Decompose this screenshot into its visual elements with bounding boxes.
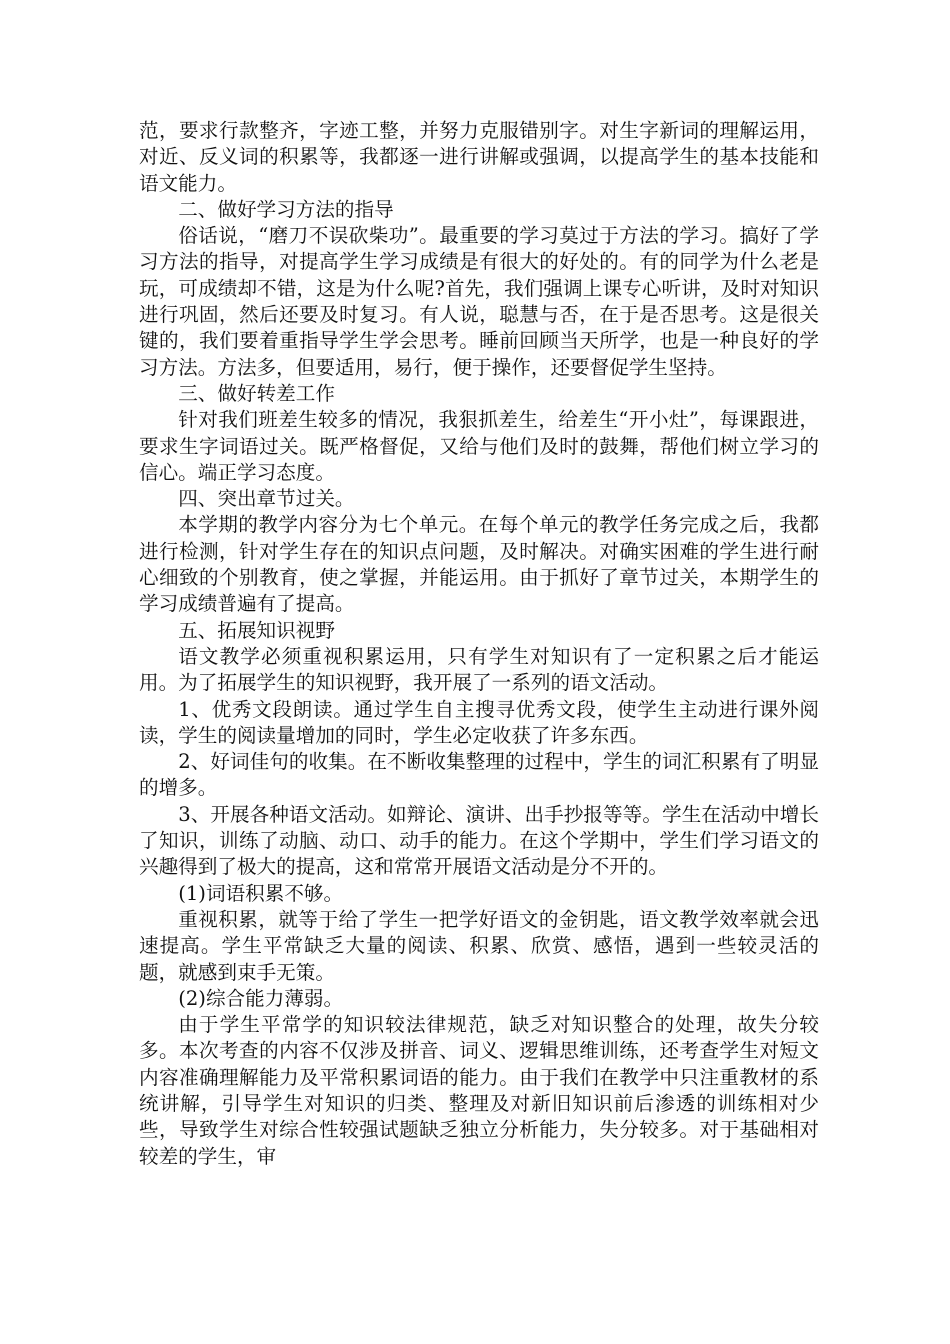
paragraph-intro-continuation: 范，要求行款整齐，字迹工整，并努力克服错别字。对生字新词的理解运用，对近、反义词的积累等，我都逐一进行讲解或强调，以提高学生的基本技能和语文能力。 xyxy=(139,119,819,195)
section-heading-5: 五、拓展知识视野 xyxy=(178,618,335,642)
section-heading-3: 三、做好转差工作 xyxy=(178,381,335,405)
problem-heading-1: (1)词语积累不够。 xyxy=(178,881,344,905)
problem-heading-2: (2)综合能力薄弱。 xyxy=(178,986,344,1010)
paragraph-accumulation: 重视积累，就等于给了学生一把学好语文的金钥匙，语文教学效率就会迅速提高。学生平常缺乏大量的阅读、积累、欣赏、感悟，遇到一些较灵活的题，就感到束手无策。 xyxy=(139,907,819,984)
paragraph-knowledge-vision: 语文教学必须重视积累运用，只有学生对知识有了一定积累之后才能运用。为了拓展学生的知识视野，我开展了一系列的语文活动。 xyxy=(139,644,819,695)
list-item-reading: 1、优秀文段朗读。通过学生自主搜寻优秀文段，使学生主动进行课外阅读，学生的阅读量增加的同时，学生必定收获了许多东西。 xyxy=(139,697,819,747)
document-page xyxy=(139,118,819,1170)
paragraph-comprehensive-ability: 由于学生平常学的知识较法律规范，缺乏对知识整合的处理，故失分较多。本次考查的内容不仅涉及拼音、词义、逻辑思维训练，还考查学生对短文内容准确理解能力及平常积累词语的能力。由于我们在教学中只注重教材的系统讲解，引导学生对知识的归类、整理及对新旧知识前后渗透的训练相对少些，导致学生对综合性较强试题缺乏独立分析能力，失分较多。对于基础相对较差的学生，审 xyxy=(139,1013,819,1168)
paragraph-weak-students: 针对我们班差生较多的情况，我狠抓差生，给差生“开小灶”，每课跟进，要求生字词语过关。既严格督促，又给与他们及时的鼓舞，帮他们树立学习的信心。端正学习态度。 xyxy=(139,408,819,484)
paragraph-study-methods: 俗话说，“磨刀不误砍柴功”。最重要的学习莫过于方法的学习。搞好了学习方法的指导，对提高学生学习成绩是有很大的好处的。有的同学为什么老是玩，可成绩却不错，这是为什么呢?首先，我们强调上课专心听讲，及时对知识进行巩固，然后还要及时复习。有人说，聪慧与否，在于是否思考。这是很关键的，我们要着重指导学生学会思考。睡前回顾当天所学，也是一种良好的学习方法。方法多，但要适用，易行，便于操作，还要督促学生坚持。 xyxy=(139,224,819,379)
section-heading-2: 二、做好学习方法的指导 xyxy=(178,197,394,221)
list-item-collection: 2、好词佳句的收集。在不断收集整理的过程中，学生的词汇积累有了明显的增多。 xyxy=(139,750,819,800)
section-heading-4: 四、突出章节过关。 xyxy=(178,487,355,511)
paragraph-chapter-checks: 本学期的教学内容分为七个单元。在每个单元的教学任务完成之后，我都进行检测，针对学生存在的知识点问题，及时解决。对确实困难的学生进行耐心细致的个别教育，使之掌握，并能运用。由于抓好了章节过关，本期学生的学习成绩普遍有了提高。 xyxy=(139,513,819,616)
list-item-activities: 3、开展各种语文活动。如辩论、演讲、出手抄报等等。学生在活动中增长了知识，训练了动脑、动口、动手的能力。在这个学期中，学生们学习语文的兴趣得到了极大的提高，这和常常开展语文活动是分不开的。 xyxy=(139,802,819,879)
